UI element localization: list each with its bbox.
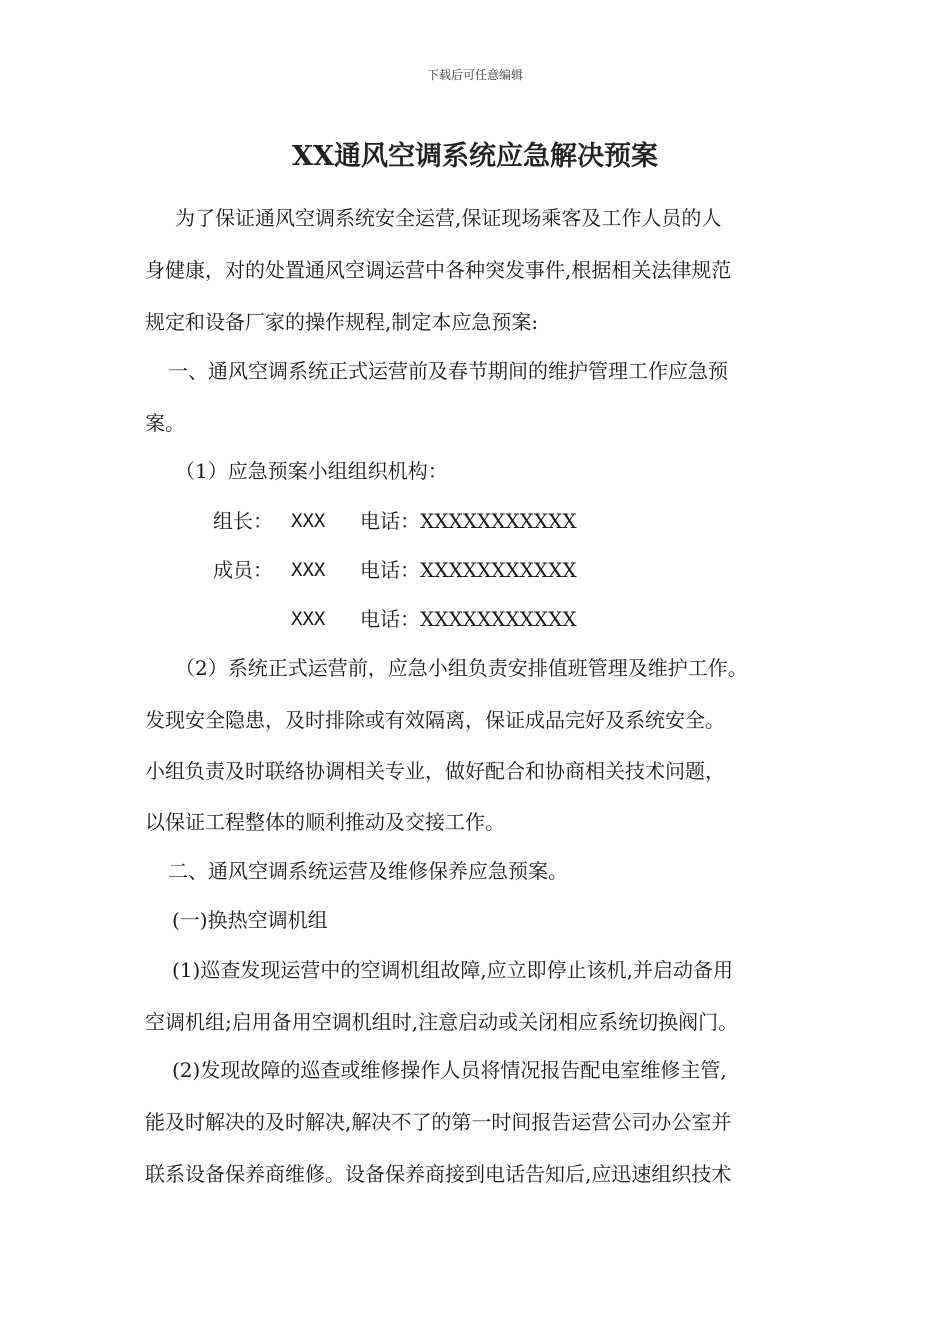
section2-item2-line-2: 能及时解决的及时解决,解决不了的第一时间报告运营公司办公室并 [145, 1110, 732, 1134]
intro-line-1: 为了保证通风空调系统安全运营,保证现场乘客及工作人员的人 [175, 206, 722, 230]
intro-line-2: 身健康，对的处置通风空调运营中各种突发事件,根据相关法律规范 [145, 258, 732, 282]
section2-item1-line-2: 空调机组;启用备用空调机组时,注意启动或关闭相应系统切换阀门。 [145, 1010, 739, 1034]
section2-item1-line-1: (1)巡查发现运营中的空调机组故障,应立即停止该机,并启动备用 [172, 958, 734, 982]
header-note: 下载后可任意编辑 [426, 68, 523, 82]
section1-sub1: （1）应急预案小组组织机构： [175, 459, 448, 483]
section2-subheading: (一)换热空调机组 [172, 908, 328, 932]
section1-sub2-line-4: 以保证工程整体的顺利推动及交接工作。 [145, 810, 505, 834]
section2-item2-line-1: (2)发现故障的巡查或维修操作人员将情况报告配电室维修主管, [172, 1058, 727, 1082]
intro-line-3: 规定和设备厂家的操作规程,制定本应急预案: [145, 310, 539, 334]
contact-phone: 电话：XXXXXXXXXXX [360, 607, 577, 631]
contact-phone: 电话：XXXXXXXXXXX [360, 509, 577, 533]
section1-heading: 一、通风空调系统正式运营前及春节期间的维护管理工作应急预 [168, 359, 728, 383]
contact-name: XXX [291, 559, 326, 581]
section1-sub2-line-1: （2）系统正式运营前，应急小组负责安排值班管理及维护工作。 [175, 656, 748, 680]
section1-sub2-line-2: 发现安全隐患，及时排除或有效隔离，保证成品完好及系统安全。 [145, 708, 725, 732]
section2-heading: 二、通风空调系统运营及维修保养应急预案。 [168, 859, 568, 883]
contact-name: XXX [291, 608, 326, 630]
section1-sub2-line-3: 小组负责及时联络协调相关专业，做好配合和协商相关技术问题， [145, 759, 725, 783]
contact-phone: 电话：XXXXXXXXXXX [360, 558, 577, 582]
contact-name: XXX [291, 510, 326, 532]
contact-role: 成员： [213, 558, 273, 582]
contact-role: 组长： [213, 509, 273, 533]
document-title: XX通风空调系统应急解决预案 [292, 141, 658, 172]
section2-item2-line-3: 联系设备保养商维修。设备保养商接到电话告知后,应迅速组织技术 [145, 1162, 732, 1186]
section1-heading-cont: 案。 [145, 411, 185, 435]
